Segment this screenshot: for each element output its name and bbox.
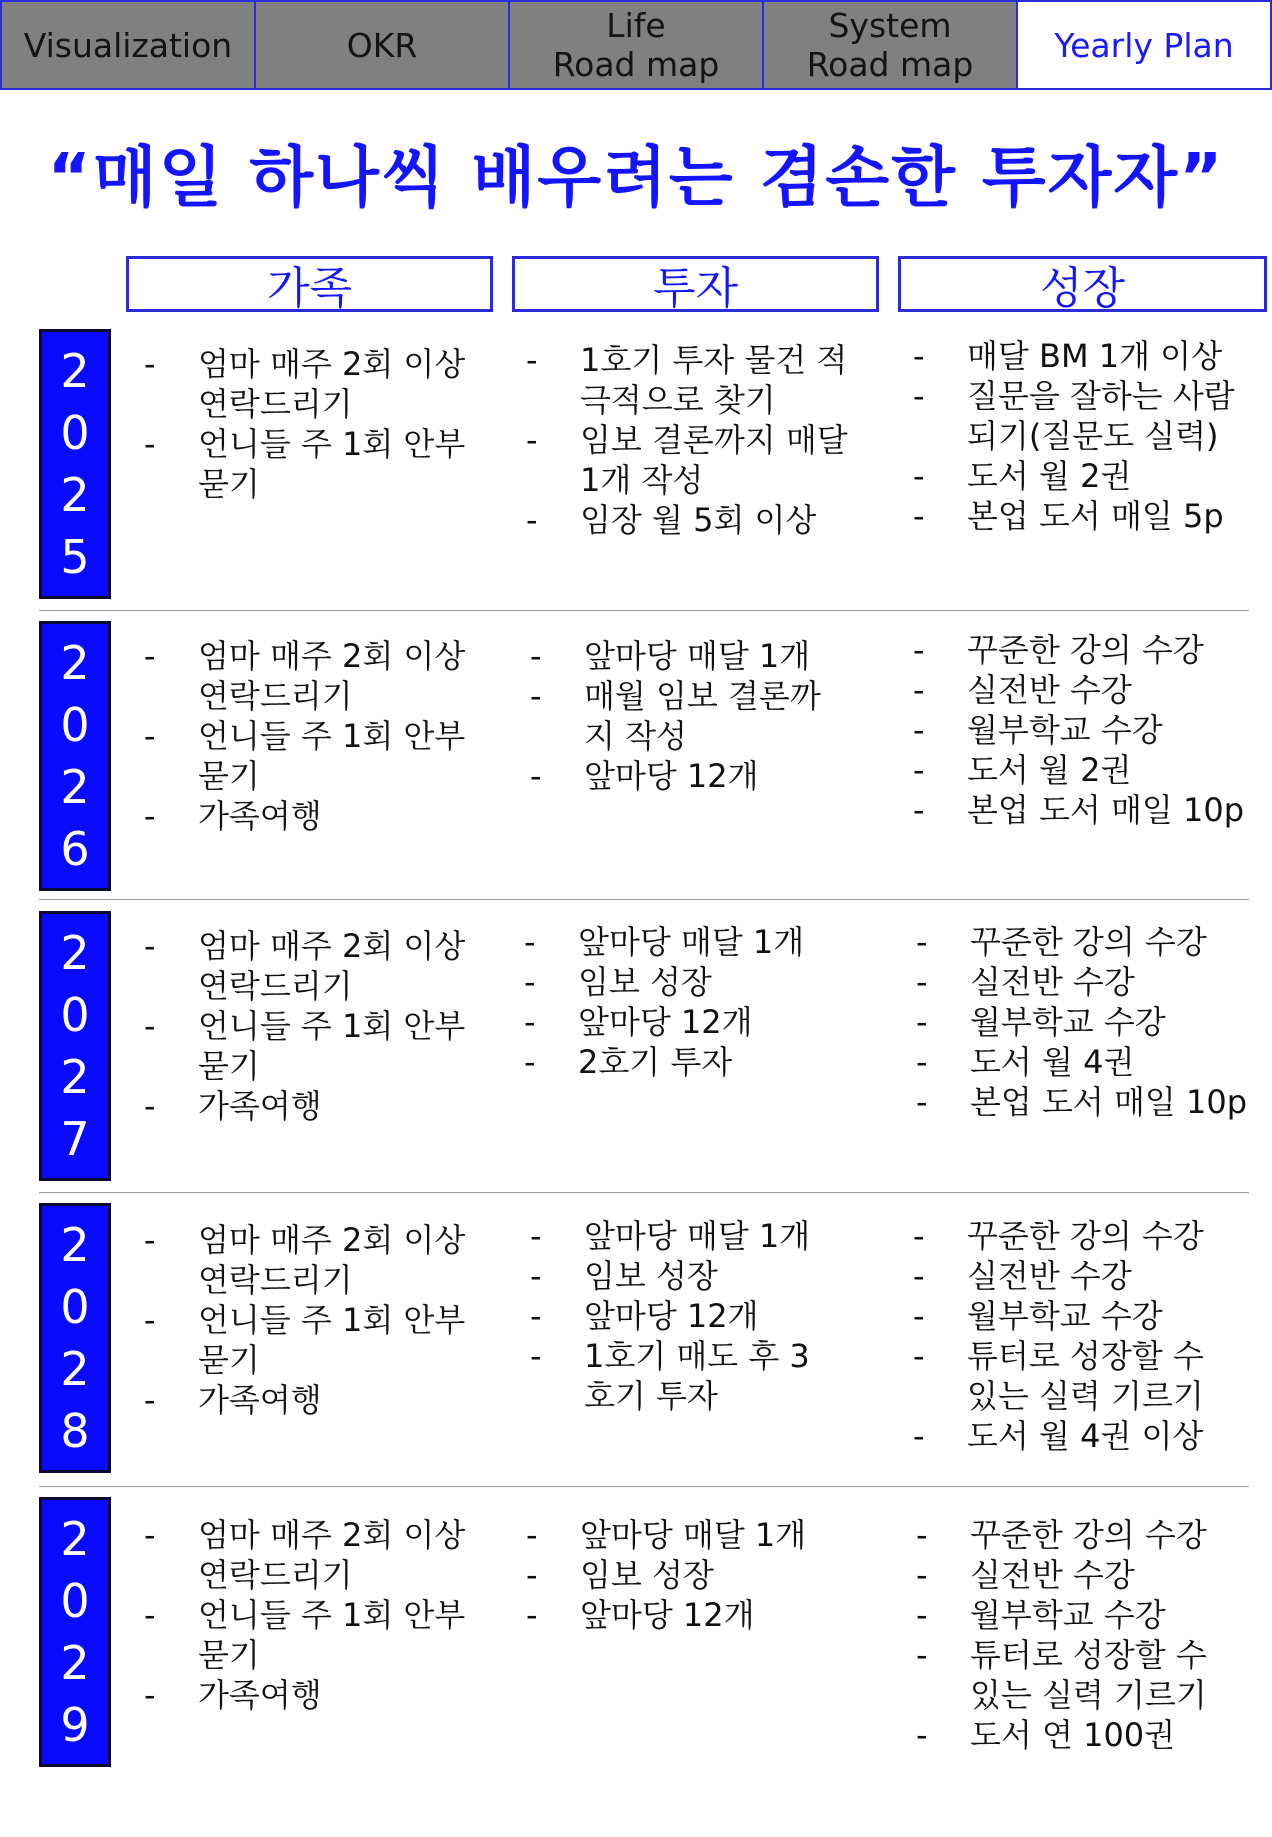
- list-item: - 임장 월 5회 이상: [580, 500, 850, 540]
- row-divider: [39, 899, 1249, 900]
- list-item: - 앞마당 12개: [580, 1595, 850, 1635]
- invest-list-2026: [584, 636, 824, 796]
- list-item: - 실전반 수강: [970, 1555, 1245, 1595]
- row-divider: [39, 610, 1249, 611]
- year-badge-2029: [39, 1497, 111, 1767]
- list-item: - 튜터로 성장할 수 있는 실력 기르기: [970, 1635, 1245, 1715]
- year-digit: 2: [60, 636, 90, 690]
- year-digit: 2: [60, 1218, 90, 1272]
- invest-list-2028: [584, 1216, 824, 1416]
- list-item: - 언니들 주 1회 안부 묻기: [198, 1300, 488, 1380]
- year-badge-2027: [39, 911, 111, 1181]
- year-digit: 2: [60, 1512, 90, 1566]
- growth-list-2026: [967, 630, 1257, 830]
- year-digit: 2: [60, 468, 90, 522]
- list-item: - 도서 월 2권: [967, 750, 1257, 790]
- tab-system-road-map[interactable]: System Road map: [764, 0, 1018, 90]
- list-item: - 월부학교 수강: [970, 1595, 1245, 1635]
- list-item: - 앞마당 12개: [584, 1296, 824, 1336]
- list-item: - 꾸준한 강의 수강: [967, 630, 1257, 670]
- column-header-invest: 투자: [512, 256, 879, 312]
- family-list-2029: [198, 1515, 488, 1715]
- list-item: - 앞마당 매달 1개: [578, 922, 858, 962]
- list-item: - 도서 연 100권: [970, 1715, 1245, 1755]
- year-digit: 5: [60, 530, 90, 584]
- list-item: - 실전반 수강: [970, 962, 1260, 1002]
- tab-life-road-map[interactable]: Life Road map: [510, 0, 764, 90]
- list-item: - 월부학교 수강: [967, 710, 1257, 750]
- year-digit: 7: [60, 1112, 90, 1166]
- list-item: - 1호기 투자 물건 적극적으로 찾기: [580, 340, 850, 420]
- list-item: - 질문을 잘하는 사람 되기(질문도 실력): [967, 376, 1242, 456]
- tab-visualization[interactable]: Visualization: [0, 0, 256, 90]
- family-list-2026: [198, 636, 488, 836]
- list-item: - 엄마 매주 2회 이상 연락드리기: [198, 1515, 488, 1595]
- list-item: - 앞마당 12개: [578, 1002, 858, 1042]
- list-item: - 앞마당 매달 1개: [584, 1216, 824, 1256]
- list-item: - 가족여행: [198, 1086, 488, 1126]
- column-header-family: 가족: [126, 256, 493, 312]
- list-item: - 앞마당 매달 1개: [584, 636, 824, 676]
- motto-title: “매일 하나씩 배우려는 겸손한 투자자”: [47, 139, 1225, 216]
- list-item: - 엄마 매주 2회 이상 연락드리기: [198, 1220, 488, 1300]
- invest-list-2029: [580, 1515, 850, 1635]
- list-item: - 꾸준한 강의 수강: [970, 1515, 1245, 1555]
- year-digit: 0: [60, 698, 90, 752]
- family-list-2025: [198, 344, 488, 504]
- list-item: - 언니들 주 1회 안부 묻기: [198, 716, 488, 796]
- list-item: - 가족여행: [198, 1675, 488, 1715]
- list-item: - 언니들 주 1회 안부 묻기: [198, 424, 488, 504]
- invest-list-2025: [580, 340, 850, 540]
- list-item: - 본업 도서 매일 10p: [970, 1082, 1260, 1122]
- list-item: - 실전반 수강: [967, 1256, 1242, 1296]
- list-item: - 월부학교 수강: [967, 1296, 1242, 1336]
- family-list-2027: [198, 926, 488, 1126]
- list-item: - 꾸준한 강의 수강: [967, 1216, 1242, 1256]
- list-item: - 도서 월 2권: [967, 456, 1242, 496]
- list-item: - 엄마 매주 2회 이상 연락드리기: [198, 636, 488, 716]
- list-item: - 1호기 매도 후 3호기 투자: [584, 1336, 824, 1416]
- list-item: - 본업 도서 매일 10p: [967, 790, 1257, 830]
- growth-list-2027: [970, 922, 1260, 1122]
- list-item: - 실전반 수강: [967, 670, 1257, 710]
- year-digit: 2: [60, 1050, 90, 1104]
- list-item: - 가족여행: [198, 1380, 488, 1420]
- year-digit: 2: [60, 1636, 90, 1690]
- list-item: - 가족여행: [198, 796, 488, 836]
- year-badge-2025: [39, 329, 111, 599]
- list-item: - 임보 성장: [578, 962, 858, 1002]
- list-item: - 매달 BM 1개 이상: [967, 336, 1242, 376]
- year-digit: 2: [60, 760, 90, 814]
- year-digit: 0: [60, 1574, 90, 1628]
- list-item: - 엄마 매주 2회 이상 연락드리기: [198, 926, 488, 1006]
- year-digit: 6: [60, 822, 90, 876]
- list-item: - 매월 임보 결론까지 작성: [584, 676, 824, 756]
- list-item: - 임보 성장: [580, 1555, 850, 1595]
- list-item: - 튜터로 성장할 수 있는 실력 기르기: [967, 1336, 1242, 1416]
- growth-list-2028: [967, 1216, 1242, 1456]
- tab-okr[interactable]: OKR: [256, 0, 510, 90]
- list-item: - 언니들 주 1회 안부 묻기: [198, 1006, 488, 1086]
- year-badge-2028: [39, 1203, 111, 1473]
- year-digit: 0: [60, 988, 90, 1042]
- tab-bar: [0, 0, 1272, 90]
- list-item: - 임보 결론까지 매달 1개 작성: [580, 420, 850, 500]
- list-item: - 월부학교 수강: [970, 1002, 1260, 1042]
- growth-list-2025: [967, 336, 1242, 536]
- growth-list-2029: [970, 1515, 1245, 1755]
- year-digit: 2: [60, 1342, 90, 1396]
- list-item: - 2호기 투자: [578, 1042, 858, 1082]
- list-item: - 엄마 매주 2회 이상 연락드리기: [198, 344, 488, 424]
- year-digit: 8: [60, 1404, 90, 1458]
- list-item: - 꾸준한 강의 수강: [970, 922, 1260, 962]
- year-digit: 9: [60, 1698, 90, 1752]
- list-item: - 본업 도서 매일 5p: [967, 496, 1242, 536]
- year-digit: 0: [60, 406, 90, 460]
- year-digit: 2: [60, 344, 90, 398]
- year-badge-2026: [39, 621, 111, 891]
- family-list-2028: [198, 1220, 488, 1420]
- column-header-growth: 성장: [898, 256, 1267, 312]
- tab-yearly-plan[interactable]: Yearly Plan: [1018, 0, 1272, 90]
- row-divider: [39, 1192, 1249, 1193]
- year-digit: 2: [60, 926, 90, 980]
- row-divider: [39, 1486, 1249, 1487]
- list-item: - 앞마당 매달 1개: [580, 1515, 850, 1555]
- list-item: - 도서 월 4권: [970, 1042, 1260, 1082]
- list-item: - 임보 성장: [584, 1256, 824, 1296]
- invest-list-2027: [578, 922, 858, 1082]
- list-item: - 앞마당 12개: [584, 756, 824, 796]
- list-item: - 언니들 주 1회 안부 묻기: [198, 1595, 488, 1675]
- year-digit: 0: [60, 1280, 90, 1334]
- list-item: - 도서 월 4권 이상: [967, 1416, 1242, 1456]
